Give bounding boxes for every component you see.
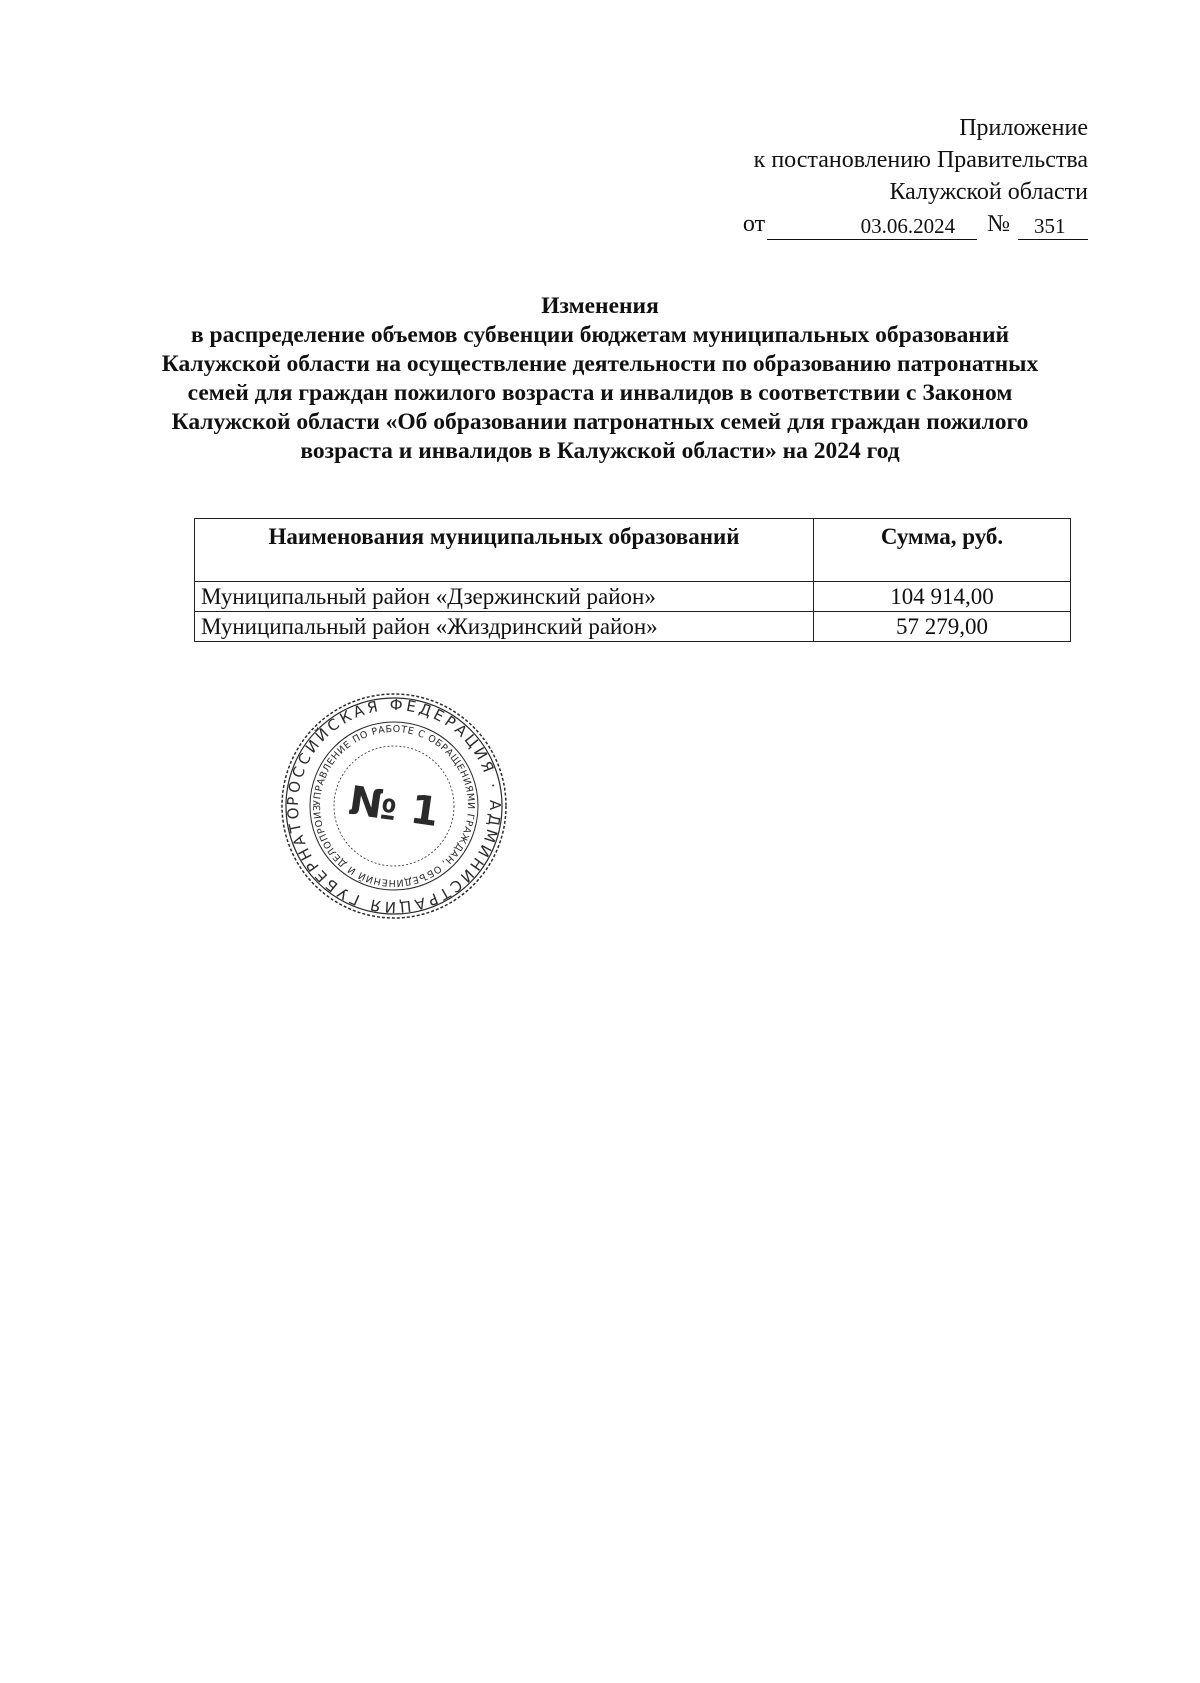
document-title [150,292,1050,466]
table-header-row [195,519,1071,582]
appendix-header [743,112,1088,240]
seal-inner-text: УПРАВЛЕНИЕ ПО РАБОТЕ С ОБРАЩЕНИЯМИ ГРАЖДАН, ОБЪЕДИНЕНИЙ И ДЕЛОПРОИЗ [311,723,477,889]
column-header-sum: Сумма, руб. [814,519,1071,582]
resolution-number: 351 [1018,213,1088,240]
municipality-name: Муниципальный район «Жиздринский район» [195,612,814,642]
subvention-sum: 57 279,00 [814,612,1071,642]
date-number-line [743,208,1088,240]
seal-icon [278,690,510,922]
municipality-name: Муниципальный район «Дзержинский район» [195,582,814,612]
title-line: возраста и инвалидов в Калужской области» на 2024 год [300,438,900,464]
seal-center-number: № 1 [346,777,442,837]
subvention-table [194,518,1071,642]
table-row [195,582,1071,612]
title-main: Изменения [541,293,659,319]
resolution-date: 03.06.2024 [767,213,977,240]
subvention-sum: 104 914,00 [814,582,1071,612]
column-header-name: Наименования муниципальных образований [195,519,814,582]
date-prefix: от [742,211,766,237]
appendix-label: Приложение [959,115,1088,141]
title-line: в распределение объемов субвенции бюджетам муниципальных образований [190,322,1010,348]
number-sign: № [987,211,1010,237]
title-line: Калужской области «Об образовании патронатных семей для граждан пожилого [171,409,1029,435]
seal-outer-text: РОССИЙСКАЯ ФЕДЕРАЦИЯ · АДМИНИСТРАЦИЯ ГУБЕРНАТО [283,695,505,917]
title-line: семей для граждан пожилого возраста и инвалидов в соответствии с Законом [187,380,1013,406]
official-seal [278,690,510,922]
title-line: Калужской области на осуществление деятельности по образованию патронатных [161,351,1039,377]
resolution-ref: к постановлению Правительства [753,147,1088,173]
table-row [195,612,1071,642]
region-name: Калужской области [889,179,1088,205]
